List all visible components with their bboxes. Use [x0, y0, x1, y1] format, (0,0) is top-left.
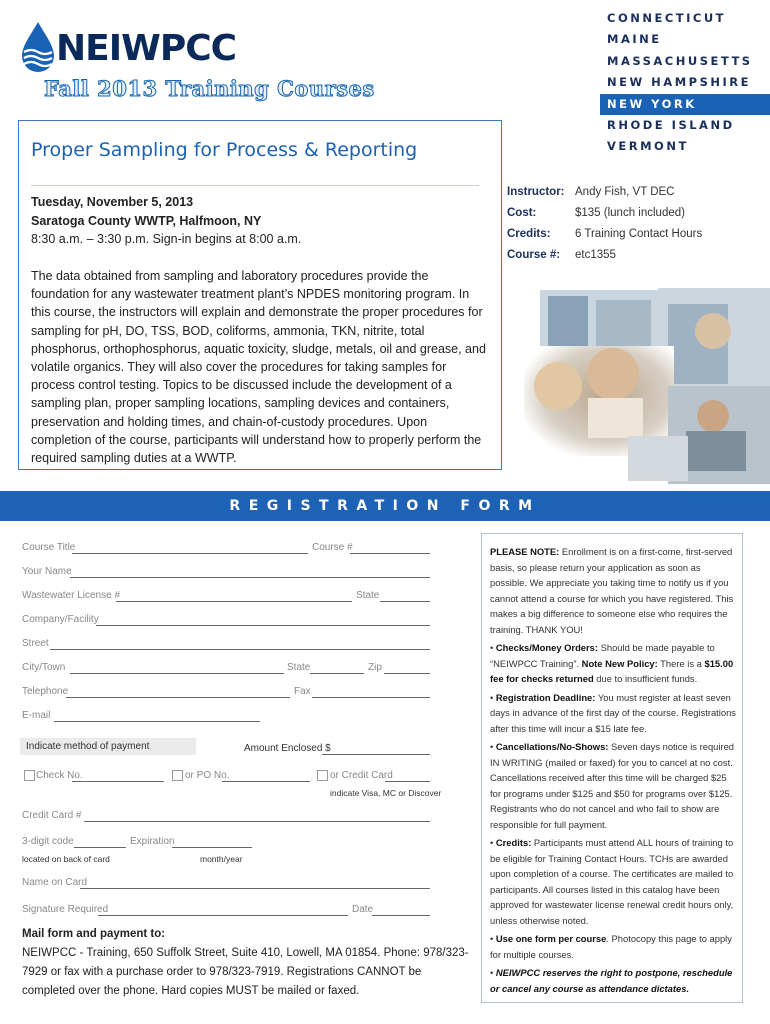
mail-address: NEIWPCC - Training, 650 Suffolk Street, Suite 410, Lowell, MA 01854. Phone: 978/323-7929 or fax with a purchase order to 978/323-7919. Registrations CANNOT be completed over the phone. Hard copies MUST be mailed or faxed.: [22, 947, 469, 997]
course-time: 8:30 a.m. – 3:30 p.m. Sign-in begins at 8:00 a.m.: [31, 232, 302, 246]
note-cancellations: • Cancellations/No-Shows: Seven days notice is required IN WRITING (mailed or faxed) for you to cancel at no cost. Cancellations received after this time will be charged $25 for programs under $125 and $50 for programs over $125. Registrants who do not cancel and who fail to show are responsible for full payment.: [490, 741, 734, 830]
state-new-york-highlighted: NEW YORK: [600, 94, 770, 115]
check-number-field[interactable]: [72, 781, 164, 782]
credits-value: 6 Training Contact Hours: [575, 228, 703, 240]
state-maine: MAINE: [607, 32, 662, 47]
state-field[interactable]: [310, 673, 364, 674]
credit-card-checkbox[interactable]: [317, 770, 328, 781]
registration-form-banner: [0, 491, 770, 521]
states-list: [600, 8, 770, 158]
course-title: Proper Sampling for Process & Reporting: [31, 139, 418, 161]
course-description: The data obtained from sampling and laboratory procedures provide the foundation for any wastewater treatment plant’s NPDES monitoring program. In this course, the instructors will explain and demonstrate the proper procedures for sampling for pH, DO, TSS, BOD, coliforms, ammonia, TKN, nitrite, total phosphorus, orthophosphorus, aquatic toxicity, sludge, metals, oil and grease, and volatile organics. They will also cover the procedures for taking samples for process control testing. Topics to be discussed include the development of a sampling plan, proper sampling locations, sampling devices and containers, preservation and holding times, and chain-of-custody procedures. Upon completion of the course, participants will understand how to properly perform the required sampling duties at a WWTP.: [31, 269, 486, 466]
license-state-label: State: [356, 590, 380, 601]
course-title-field[interactable]: [72, 553, 308, 554]
course-number-label: Course #:: [507, 249, 561, 261]
date-label: Date: [352, 904, 374, 915]
your-name-label: Your Name: [22, 566, 72, 577]
date-field[interactable]: [372, 915, 430, 916]
security-code-label: 3-digit code: [22, 836, 74, 847]
company-label: Company/Facility: [22, 614, 99, 625]
fax-label: Fax: [294, 686, 311, 697]
instructor-label: Instructor:: [507, 186, 565, 198]
note-enrollment: PLEASE NOTE: Enrollment is on a first-come, first-served basis, so please return your application as soon as possible. We appreciate you taking time to notify us if you cannot attend a course for which you have registered. This makes a big difference to someone else who requires the training. THANK YOU!: [490, 546, 734, 635]
amount-enclosed-field[interactable]: [322, 754, 430, 755]
amount-enclosed-label: Amount Enclosed $: [244, 743, 331, 754]
expiration-hint: month/year: [200, 854, 243, 864]
course-info: [507, 182, 702, 266]
policy-notes: [481, 533, 743, 1003]
license-field[interactable]: [116, 601, 352, 602]
po-checkbox[interactable]: [172, 770, 183, 781]
instructor-value: Andy Fish, VT DEC: [575, 186, 675, 198]
state-label: State: [287, 662, 311, 673]
street-field[interactable]: [50, 649, 430, 650]
zip-field[interactable]: [384, 673, 430, 674]
course-location: Saratoga County WWTP, Halfmoon, NY: [31, 213, 262, 228]
zip-label: Zip: [368, 662, 382, 673]
signature-field[interactable]: [98, 915, 348, 916]
email-label: E-mail: [22, 710, 51, 721]
cost-value: $135 (lunch included): [575, 207, 685, 219]
logo-wordmark: NEIWPCC: [56, 28, 237, 69]
security-code-hint: located on back of card: [22, 854, 110, 864]
city-field[interactable]: [70, 673, 284, 674]
fax-field[interactable]: [312, 697, 430, 698]
payment-method-label: Indicate method of payment: [20, 738, 196, 755]
course-title-label: Course Title: [22, 542, 76, 553]
company-field[interactable]: [96, 625, 430, 626]
telephone-field[interactable]: [66, 697, 290, 698]
registration-form-heading: REGISTRATION FORM: [229, 498, 541, 514]
check-number-label: Check No.: [36, 770, 83, 781]
security-code-field[interactable]: [74, 847, 126, 848]
note-credits: • Credits: Participants must attend ALL hours of training to be eligible for Training Contact Hours. TCHs are awarded upon completion of a course. The certificates are mailed to participants. All courses listed in this catalog have been approved for wastewater license renewal credit hours only, unless otherwise noted.: [490, 837, 734, 926]
city-label: City/Town: [22, 662, 66, 673]
state-rhode-island: RHODE ISLAND: [607, 117, 735, 132]
state-new-hampshire: NEW HAMPSHIRE: [607, 75, 751, 90]
po-number-label: or PO No.: [185, 770, 230, 781]
credit-card-number-field[interactable]: [84, 821, 430, 822]
street-label: Street: [22, 638, 49, 649]
expiration-label: Expiration: [130, 836, 175, 847]
email-field[interactable]: [54, 721, 260, 722]
credit-card-hint: indicate Visa, MC or Discover: [330, 788, 442, 798]
license-state-field[interactable]: [380, 601, 430, 602]
your-name-field[interactable]: [70, 577, 430, 578]
license-label: Wastewater License #: [22, 590, 121, 601]
cost-label: Cost:: [507, 207, 537, 219]
course-date: Tuesday, November 5, 2013: [31, 195, 194, 209]
course-schedule: [31, 193, 301, 249]
course-number-field-label: Course #: [312, 542, 353, 553]
mailing-instructions: [22, 925, 472, 1001]
state-vermont: VERMONT: [607, 139, 689, 154]
state-massachusetts: MASSACHUSETTS: [607, 53, 753, 68]
credit-card-number-label: Credit Card #: [22, 810, 82, 821]
course-description-box: [18, 120, 502, 470]
note-reserve-rights: • NEIWPCC reserves the right to postpone, reschedule or cancel any course as attendance dictates.: [490, 967, 733, 994]
telephone-label: Telephone: [22, 686, 69, 697]
note-one-form: • Use one form per course. Photocopy this page to apply for multiple courses.: [490, 933, 732, 960]
note-checks: • Checks/Money Orders: Should be made payable to “NEIWPCC Training”. Note New Policy: There is a $15.00 fee for checks returned due to insufficient funds.: [490, 642, 734, 684]
name-on-card-field[interactable]: [80, 888, 430, 889]
state-connecticut: CONNECTICUT: [607, 11, 727, 25]
course-number-value: etc1355: [575, 249, 616, 261]
name-on-card-label: Name on Card: [22, 877, 88, 888]
signature-label: Signature Required: [22, 904, 109, 915]
credit-card-type-field[interactable]: [385, 781, 430, 782]
course-number-field[interactable]: [350, 553, 430, 554]
water-drop-icon: [18, 18, 58, 76]
mail-heading: Mail form and payment to:: [22, 928, 166, 940]
credit-card-label: or Credit Card: [330, 770, 393, 781]
catalog-subtitle: Fall 2013 Training Courses: [44, 76, 375, 101]
course-photo-collage: [518, 286, 770, 484]
note-deadline: • Registration Deadline: You must register at least seven days in advance of the first day of the course. Registrations after this time will incur a $15 late fee.: [490, 691, 736, 734]
po-number-field[interactable]: [222, 781, 310, 782]
check-checkbox[interactable]: [24, 770, 35, 781]
title-divider: [31, 185, 479, 186]
credits-label: Credits:: [507, 228, 551, 240]
expiration-field[interactable]: [172, 847, 252, 848]
